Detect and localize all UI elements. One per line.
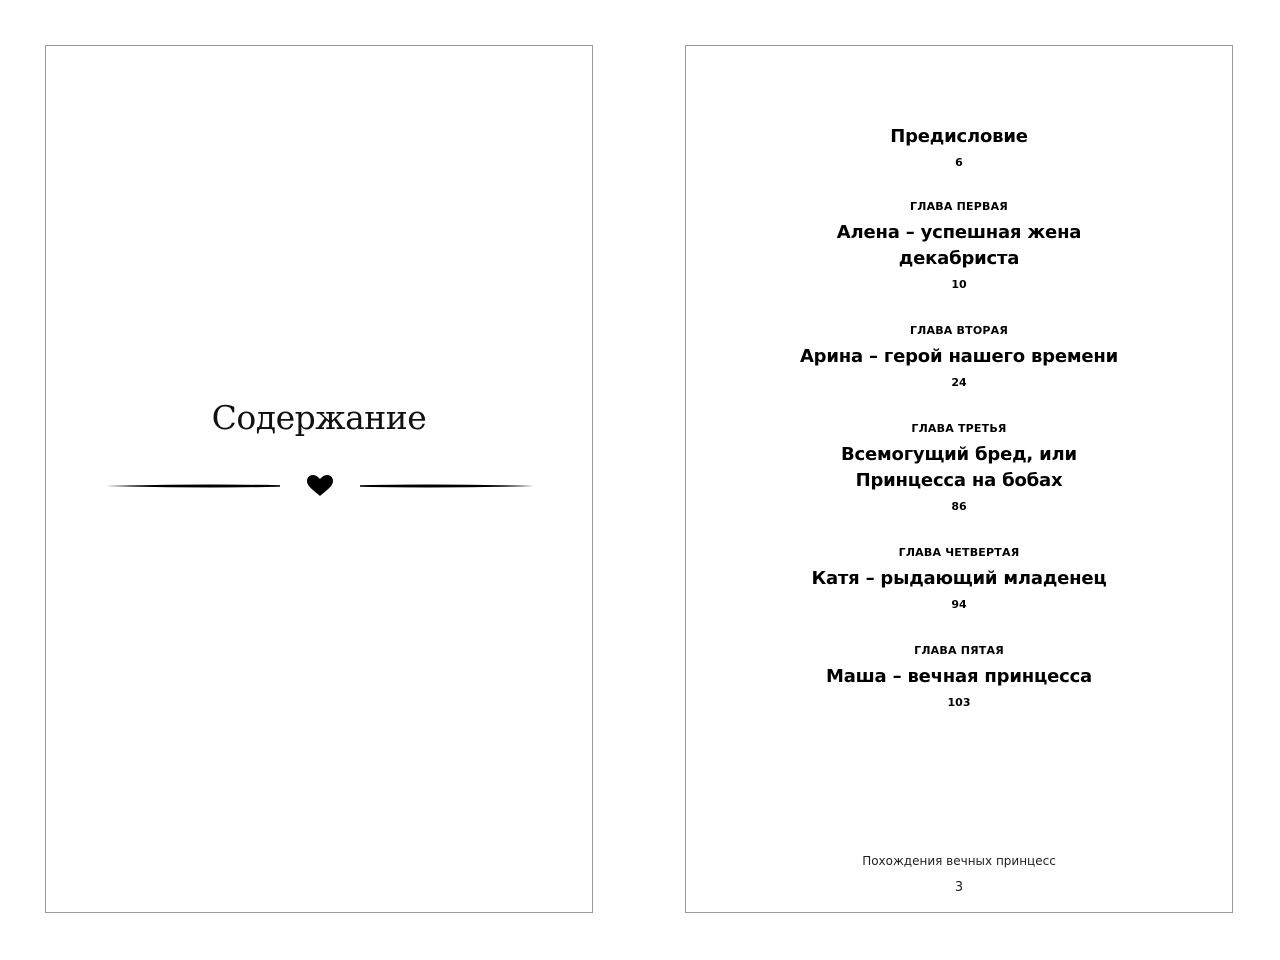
left-page	[45, 45, 593, 913]
toc-entry-page: 24	[951, 376, 967, 389]
toc-entry-chapter-1[interactable]	[686, 200, 1232, 292]
toc-entry-page: 94	[951, 598, 967, 611]
toc-entry-label: ГЛАВА ТРЕТЬЯ	[911, 422, 1007, 435]
ornament-right-line	[360, 485, 534, 488]
toc-entry-preface[interactable]	[686, 124, 1232, 170]
toc-entry-chapter-5[interactable]	[686, 644, 1232, 710]
heart-divider-icon	[104, 466, 536, 506]
toc-entry-title: Алена – успешная жена декабриста	[836, 222, 1082, 269]
toc-entry-page: 86	[951, 500, 967, 513]
toc-entry-label: ГЛАВА ВТОРАЯ	[909, 324, 1009, 337]
toc-entry-title: Арина – герой нашего времени	[799, 346, 1119, 367]
ornament-left-line	[106, 485, 280, 488]
right-page	[685, 45, 1233, 913]
toc-entry-page: 6	[955, 156, 963, 169]
toc-entry-page: 103	[947, 696, 971, 709]
contents-heading: Содержание	[211, 398, 427, 437]
toc-entry-label: ГЛАВА ПЕРВАЯ	[910, 200, 1008, 213]
toc-entry-chapter-3[interactable]	[686, 422, 1232, 514]
toc-entry-chapter-2[interactable]	[686, 324, 1232, 390]
heart-icon	[307, 475, 333, 496]
toc-entry-title: Маша – вечная принцесса	[825, 666, 1093, 687]
toc-entry-title: Катя – рыдающий младенец	[811, 568, 1107, 589]
toc-entry-page: 10	[951, 278, 967, 291]
toc-entry-label: ГЛАВА ЧЕТВЕРТАЯ	[898, 546, 1020, 559]
toc-entry-chapter-4[interactable]	[686, 546, 1232, 612]
page-number: 3	[954, 880, 964, 895]
toc-entry-title: Предисловие	[890, 126, 1028, 147]
toc-entry-label: ГЛАВА ПЯТАЯ	[914, 644, 1004, 657]
toc-entry-title: Всемогущий бред, или Принцесса на бобах	[841, 444, 1077, 491]
running-title: Похождения вечных принцесс	[862, 854, 1056, 868]
table-of-contents	[686, 124, 1232, 742]
